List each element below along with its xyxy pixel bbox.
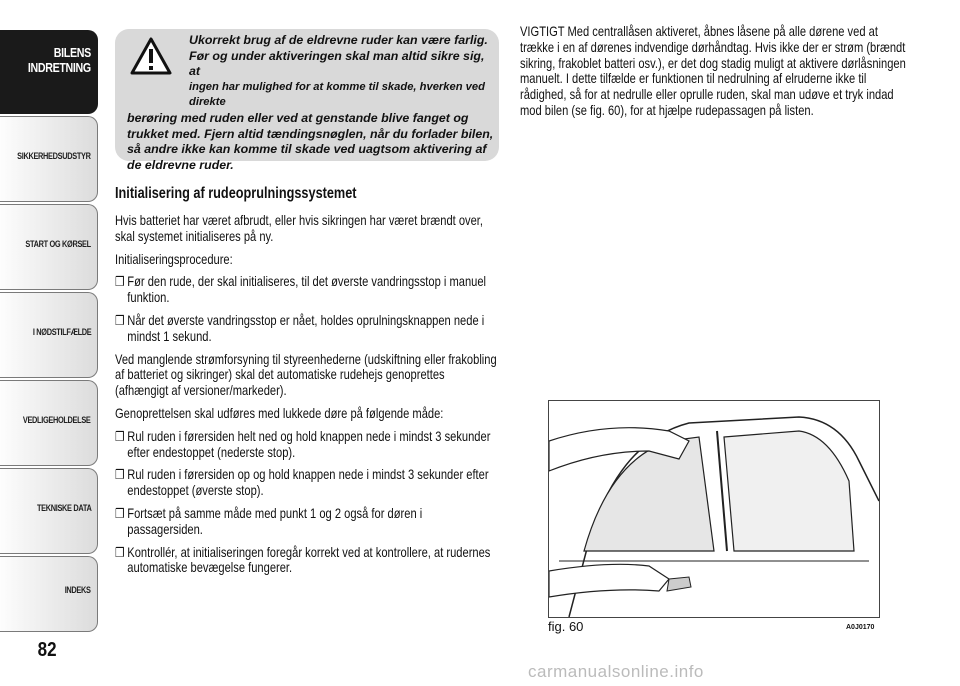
- warning-line: Før og under aktiveringen skal man altid sikre sig, at: [189, 48, 485, 79]
- checkbox-bullet-icon: ❒: [115, 505, 125, 521]
- checkbox-bullet-icon: ❒: [115, 312, 125, 328]
- tab-tekniske-data[interactable]: [0, 468, 98, 554]
- important-note: VIGTIGT Med centrallåsen aktiveret, åbnes låsene på alle dørene ved at trække i en af dørenes indvendige dørhåndtag. Hvis ikke der er strøm (brændt sikring, frakoblet batteri osv.), er det dog stadig muligt at aktivere dørlåsningen manuelt. I dette tilfælde er funktionen til nedrulning af elruderne ikke til rådighed, så for at nedrulle eller oprulle ruden, skal man udøve et tryk indad mod bilen (se fig. 60), for at hjælpe rudepassagen på listen.: [520, 24, 906, 118]
- list-item-text: Før den rude, der skal initialiseres, til det øverste vandringsstop i manuel funktion.: [127, 274, 487, 306]
- tab-label: VEDLIGEHOLDELSE: [23, 415, 91, 425]
- warning-text: [127, 33, 495, 173]
- paragraph: Hvis batteriet har været afbrudt, eller hvis sikringen har været brændt over, skal systemet initialiseres på ny.: [115, 213, 484, 244]
- tab-sikkerhedsudstyr[interactable]: [0, 116, 98, 202]
- warning-line: ingen har mulighed for at komme til skade, hverken ved direkte: [189, 80, 485, 109]
- list-item: [115, 545, 500, 577]
- tab-label: SIKKERHEDSUDSTYR: [17, 151, 91, 161]
- tab-label: INDEKS: [65, 585, 91, 595]
- tab-start-og-korsel[interactable]: [0, 204, 98, 290]
- tab-indeks[interactable]: [0, 556, 98, 632]
- checkbox-bullet-icon: ❒: [115, 467, 125, 483]
- paragraph: Genoprettelsen skal udføres med lukkede døre på følgende måde:: [115, 405, 444, 421]
- checkbox-bullet-icon: ❒: [115, 544, 125, 560]
- warning-line: Ukorrekt brug af de eldrevne ruder kan være farlig.: [189, 33, 488, 47]
- list-item-text: Fortsæt på samme måde med punkt 1 og 2 også for døren i passagersiden.: [127, 505, 423, 537]
- figure-code: A0J0170: [846, 624, 875, 631]
- figure-illustration: [548, 400, 880, 618]
- right-column: [520, 24, 914, 119]
- list-item-text: Rul ruden i førersiden helt ned og hold knappen nede i mindst 3 sekunder efter endestoppet (nederste stop).: [127, 428, 491, 460]
- list-item-text: Når det øverste vandringsstop er nået, holdes oprulningsknappen nede i mindst 1 sekund.: [127, 312, 485, 344]
- list-item: [115, 313, 500, 345]
- checkbox-bullet-icon: ❒: [115, 428, 125, 444]
- list-item: [115, 506, 500, 538]
- warning-line: berøring med ruden eller ved at genstande blive fanget og trukket med. Fjern altid tændingsnøglen, når du forlader bilen, så andre ikke kan komme til skade ved uagtsom aktivering af de eldrevne ruder.: [127, 110, 494, 172]
- figure-label: fig. 60: [548, 619, 584, 634]
- paragraph: Ved manglende strømforsyning til styreenhederne (udskiftning eller frakobling af batteriet og sikringer) skal det automatiske rudehejs genoprettes (afhængigt af versioner/markeder).: [115, 351, 497, 399]
- tab-label: BILENS: [53, 45, 91, 60]
- page-number: 82: [37, 639, 57, 661]
- tab-label: TEKNISKE DATA: [36, 503, 91, 513]
- tab-bilens-indretning[interactable]: [0, 30, 98, 114]
- tab-label: INDRETNING: [27, 60, 91, 75]
- tab-vedligeholdelse[interactable]: [0, 380, 98, 466]
- paragraph: Initialiseringsprocedure:: [115, 251, 233, 267]
- left-column: [115, 213, 500, 583]
- checkbox-bullet-icon: ❒: [115, 274, 125, 290]
- warning-box: [115, 29, 499, 172]
- tab-label: I NØDSTILFÆLDE: [32, 327, 91, 337]
- section-heading: Initialisering af rudeoprulningssystemet: [115, 185, 357, 202]
- list-item-text: Rul ruden i førersiden op og hold knappen nede i mindst 3 sekunder efter endestoppet (øverste stop).: [127, 467, 489, 499]
- list-item-text: Kontrollér, at initialiseringen foregår korrekt ved at kontrollere, at rudernes automatiske bevægelse fungerer.: [127, 544, 491, 576]
- list-item: [115, 429, 500, 461]
- tab-label: START OG KØRSEL: [25, 239, 91, 249]
- tab-i-nodstilfaelde[interactable]: [0, 292, 98, 378]
- car-window-illustration: [549, 401, 879, 617]
- list-item: [115, 467, 500, 499]
- list-item: [115, 274, 500, 306]
- watermark: carmanualsonline.info: [528, 662, 704, 681]
